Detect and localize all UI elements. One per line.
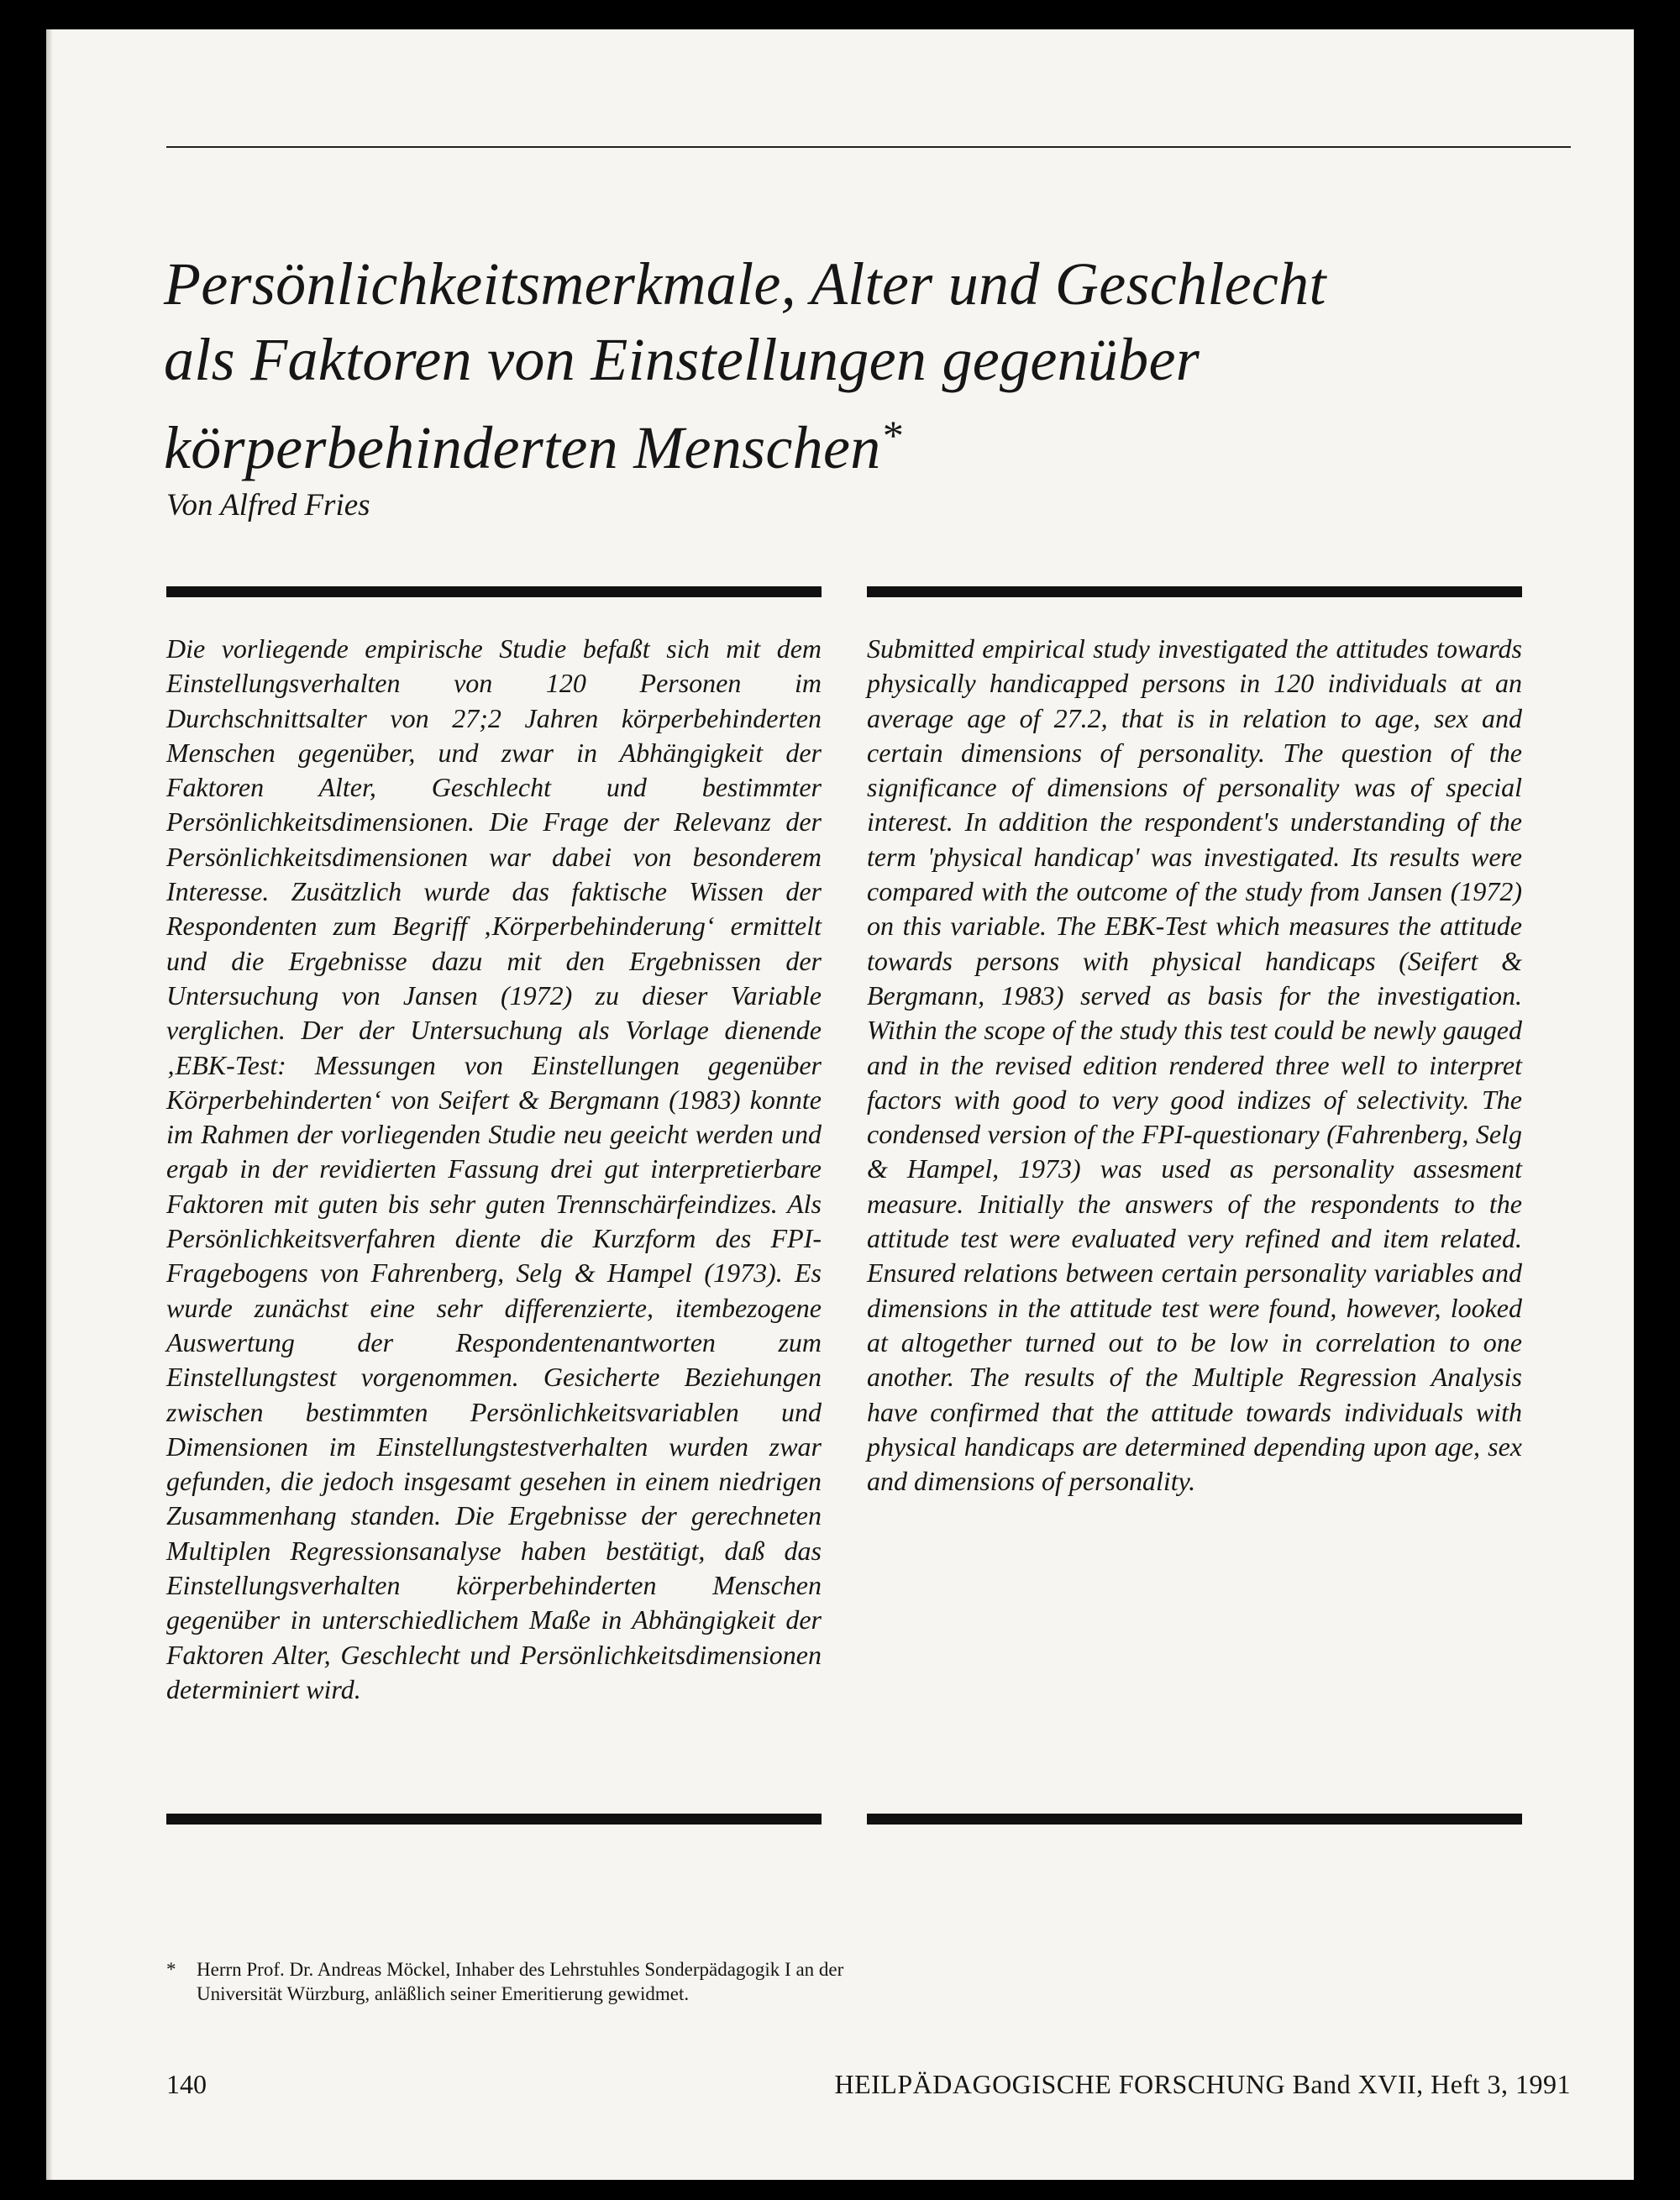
footnote [166, 1957, 869, 2006]
article-title [164, 246, 1609, 486]
abstract-en-top-bar [867, 586, 1522, 597]
author-byline: Von Alfred Fries [166, 488, 370, 522]
title-footnote-mark: * [880, 412, 902, 459]
title-line-2: als Faktoren von Einstellungen gegenüber [164, 326, 1200, 393]
abstract-en-bottom-bar [867, 1814, 1522, 1825]
journal-page [46, 29, 1634, 2180]
abstract-german: Die vorliegende empirische Studie befaßt sich mit dem Einstellungsverhalten von 120 Personen im Durchschnittsalter von 27;2 Jahren körperbehinderten Menschen gegenüber, und zwar in Abhängigkeit der Faktoren Alter, Geschlecht und bestimmter Persönlichkeitsdimensionen. Die Frage der Relevanz der Persönlichkeitsdimensionen war dabei von besonderem Interesse. Zusätzlich wurde das faktische Wissen der Respondenten zum Begriff ‚Körperbehinderung‘ ermittelt und die Ergebnisse dazu mit den Ergebnissen der Untersuchung von Jansen (1972) zu dieser Variable verglichen. Der der Untersuchung als Vorlage dienende ‚EBK-Test: Messungen von Einstellungen gegenüber Körperbehinderten‘ von Seifert & Bergmann (1983) konnte im Rahmen der vorliegenden Studie neu geeicht werden und ergab in der revidierten Fassung drei gut interpretierbare Faktoren mit guten bis sehr guten Trennschärfeindizes. Als Persönlichkeitsverfahren diente die Kurzform des FPI-Fragebogens von Fahrenberg, Selg & Hampel (1973). Es wurde zunächst eine sehr differenzierte, itembezogene Auswertung der Respondentenantworten zum Einstellungstest vorgenommen. Gesicherte Beziehungen zwischen bestimmten Persönlichkeitsvariablen und Dimensionen im Einstellungstestverhalten wurden zwar gefunden, die jedoch insgesamt gesehen in einem niedrigen Zusammenhang standen. Die Ergebnisse der gerechneten Multiplen Regressionsanalyse haben bestätigt, daß das Einstellungsverhalten körperbehinderten Menschen gegenüber in unterschiedlichem Maße in Abhängigkeit der Faktoren Alter, Geschlecht und Persönlichkeitsdimensionen determiniert wird. [166, 633, 822, 1704]
abstract-english: Submitted empirical study investigated the attitudes towards physically handicapped persons in 120 individuals at an average age of 27.2, that is in relation to age, sex and certain dimensions of personality. The question of the significance of dimensions of personality was of special interest. In addition the respondent's understanding of the term 'physical handicap' was investigated. Its results were compared with the outcome of the study from Jansen (1972) on this variable. The EBK-Test which measures the attitude towards persons with physical handicaps (Seifert & Bergmann, 1983) served as basis for the investigation. Within the scope of the study this test could be newly gauged and in the revised edition rendered three well to interpret factors with good to very good indizes of selectivity. The condensed version of the FPI-questionary (Fahrenberg, Selg & Hampel, 1973) was used as personality assesment measure. Initially the answers of the respondents to the attitude test were evaluated very refined and item related. Ensured relations between certain personality variables and dimensions in the attitude test were found, however, looked at altogether turned out to be low in correlation to one another. The results of the Multiple Regression Analysis have confirmed that the attitude towards individuals with physical handicaps are determined depending upon age, sex and dimensions of personality. [867, 633, 1522, 1497]
footnote-text: Herrn Prof. Dr. Andreas Möckel, Inhaber des Lehrstuhles Sonderpädagogik I an der Universität Würzburg, anläßlich seiner Emeritierung gewidmet. [197, 1959, 844, 2004]
abstract-de-top-bar [166, 586, 822, 597]
footnote-mark: * [166, 1959, 176, 1980]
page-edge-shadow [46, 29, 53, 2180]
title-line-3: körperbehinderten Menschen [164, 414, 881, 481]
running-head: HEILPÄDAGOGISCHE FORSCHUNG Band XVII, Heft 3, 1991 [834, 2069, 1571, 2099]
page-number: 140 [166, 2069, 207, 2099]
top-rule [166, 146, 1571, 148]
title-line-1: Persönlichkeitsmerkmale, Alter und Geschlecht [164, 250, 1326, 318]
abstract-de-bottom-bar [166, 1814, 822, 1825]
